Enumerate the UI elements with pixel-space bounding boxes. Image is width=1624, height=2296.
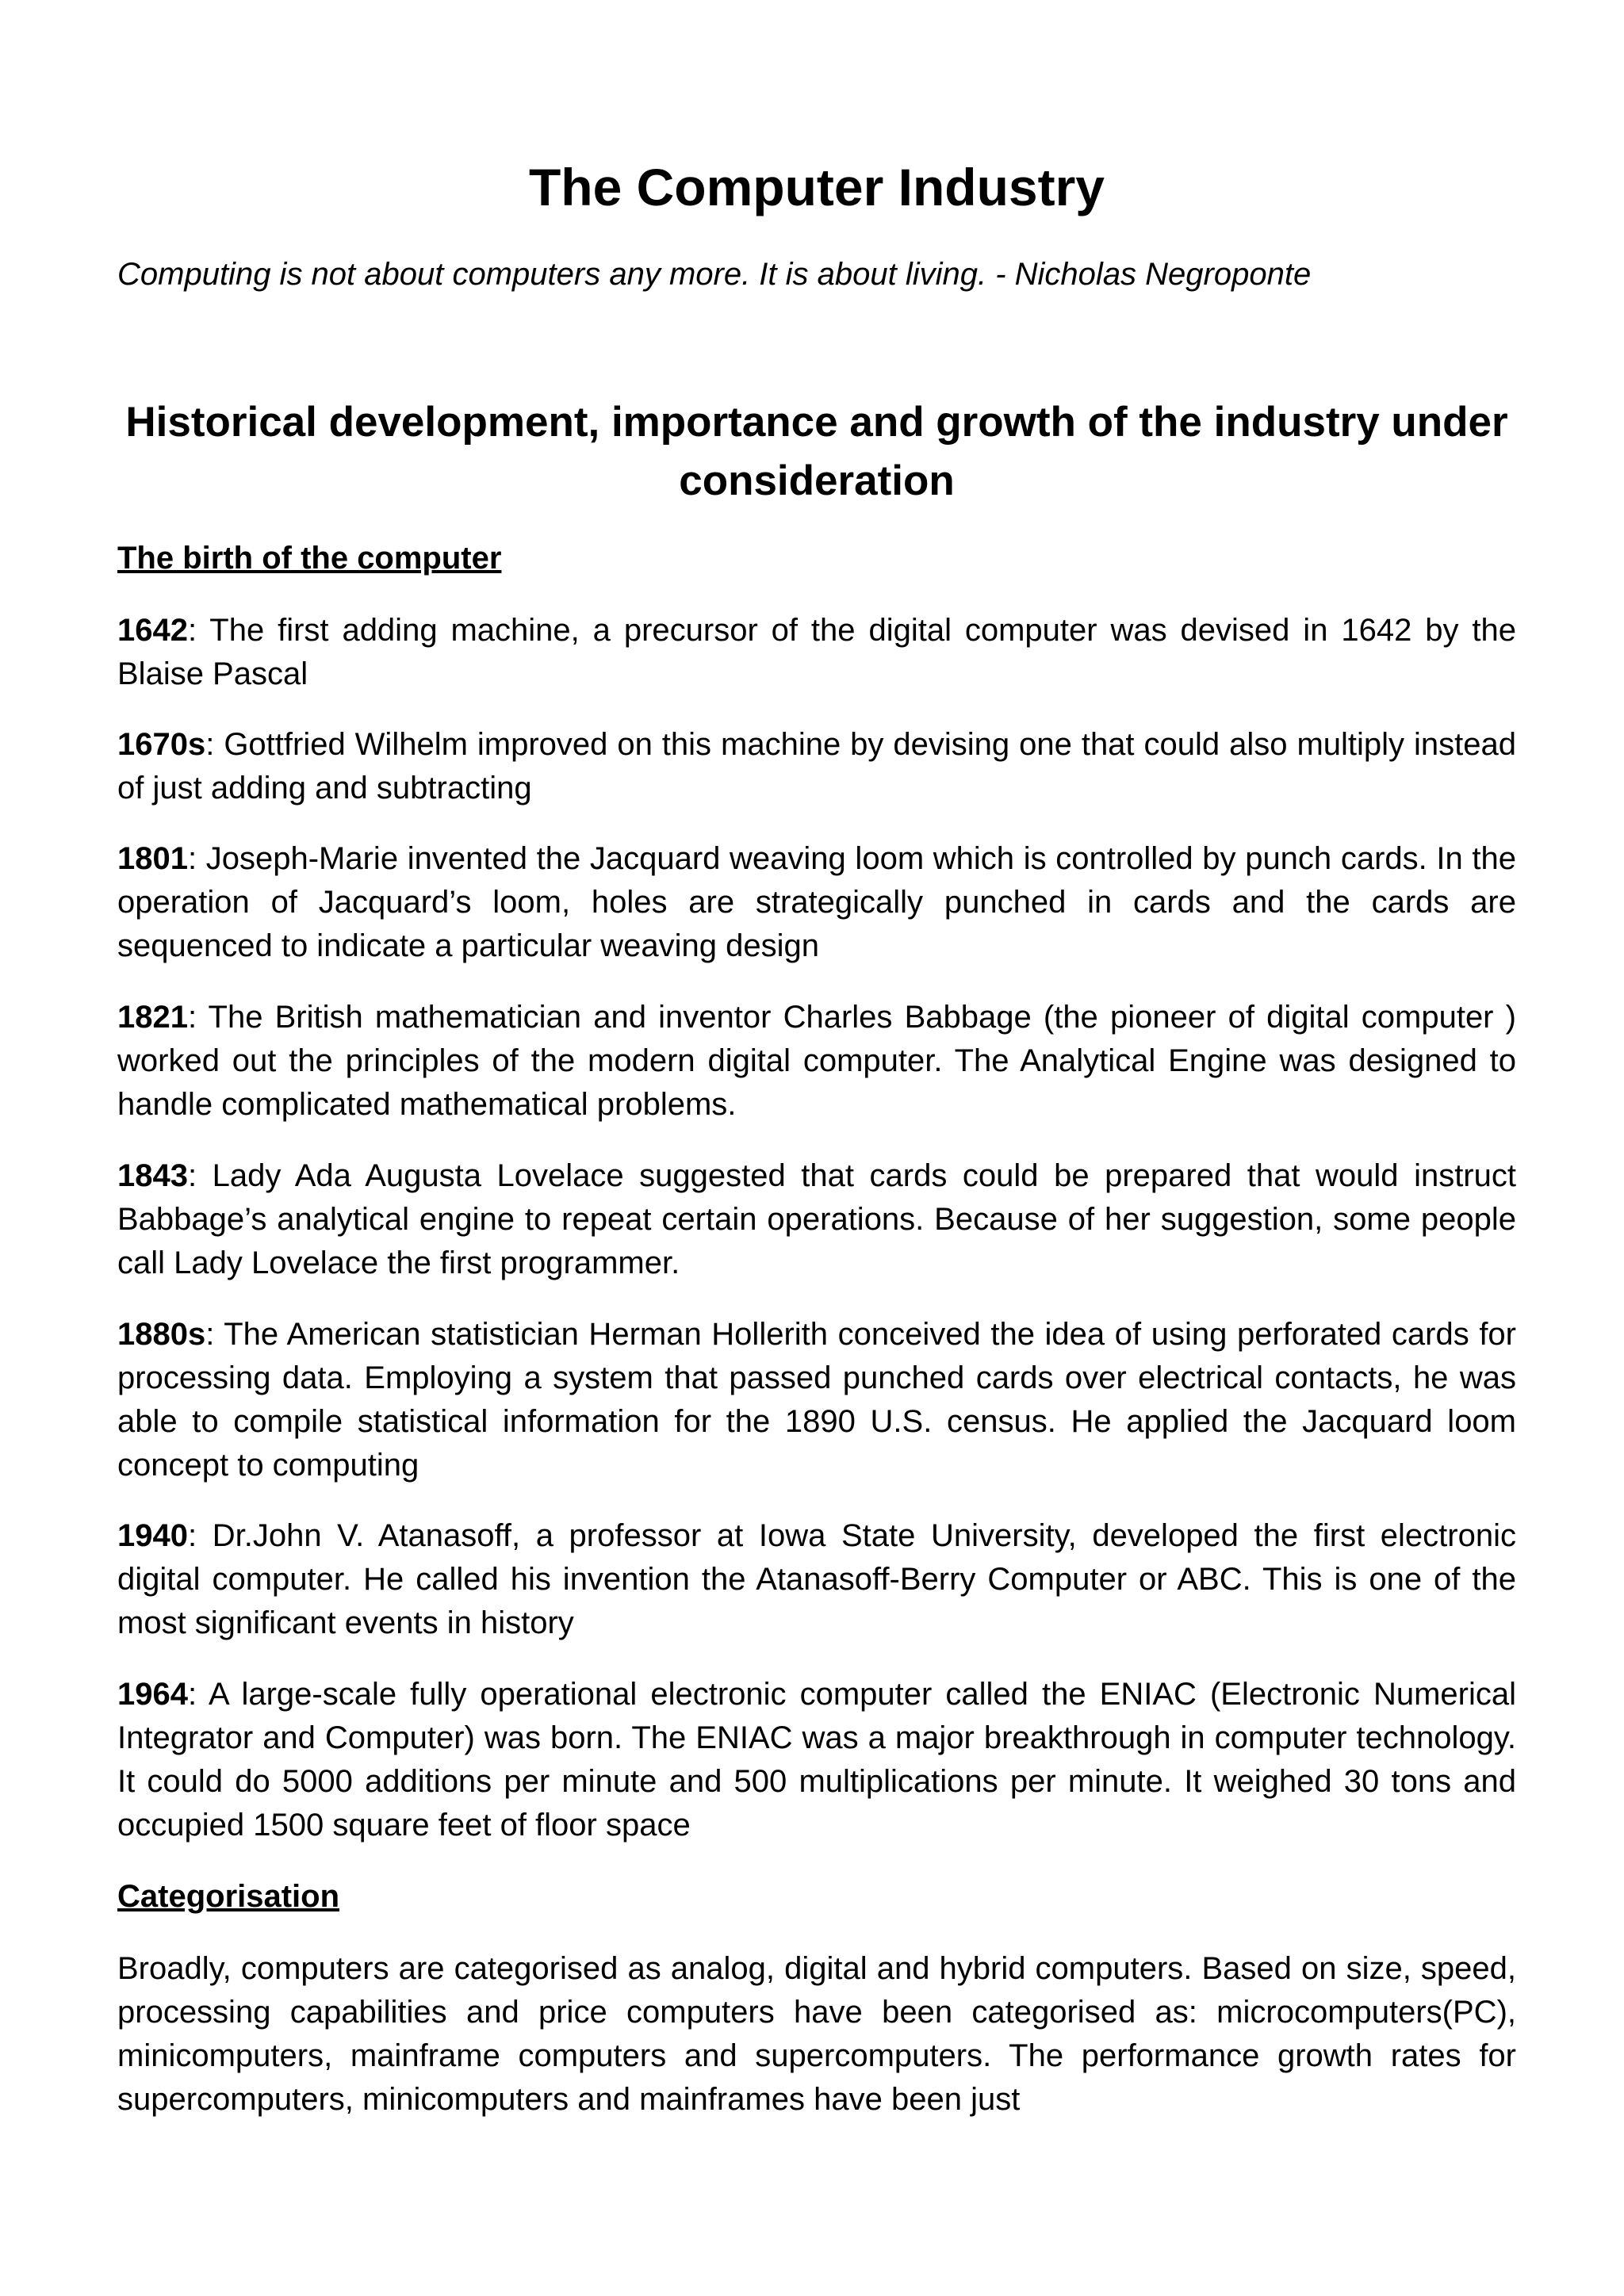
categorisation-section-title: Categorisation xyxy=(117,1879,340,1914)
entry-year: 1821 xyxy=(117,1000,188,1035)
epigraph-quote: Computing is not about computers any more. It is about living. - Nicholas Negroponte xyxy=(117,257,1312,292)
entry-year: 1642 xyxy=(117,613,188,648)
section-heading: Historical development, importance and growth of the industry under consideration xyxy=(125,399,1508,504)
entry-text: : Gottfried Wilhelm improved on this machine by devising one that could also multiply instead of just adding and subtracting xyxy=(117,727,1516,806)
entry-text: : A large-scale fully operational electronic computer called the ENIAC (Electronic Numerical Integrator and Computer) was born. The ENIAC was a major breakthrough in computer technology. It could do 5000 additions per minute and 500 multiplications per minute. It weighed 30 tons and occupied 1500 square feet of floor space xyxy=(117,1677,1516,1843)
timeline-entry-1821 xyxy=(117,996,1516,1127)
categorisation-paragraph: Broadly, computers are categorised as analog, digital and hybrid computers. Based on size, speed, processing capabilities and price computers have been categorised as: microcomputers(PC), minicomputers, mainframe computers and supercomputers. The performance growth rates for supercomputers, minicomputers and mainframes have been just xyxy=(117,1951,1516,2117)
timeline-entry xyxy=(117,1514,1516,1645)
entry-year: 1940 xyxy=(117,1518,188,1553)
document-title: The Computer Industry xyxy=(528,158,1105,216)
entry-text: : Lady Ada Augusta Lovelace suggested that cards could be prepared that would instruct Babbage’s analytical engine to repeat certain operations. Because of her suggestion, some people call Lady Lovelace the first programmer. xyxy=(117,1158,1516,1280)
timeline-entry-1801 xyxy=(117,837,1516,968)
birth-section-title: The birth of the computer xyxy=(117,541,502,576)
entry-text: : Dr.John V. Atanasoff, a professor at Iowa State University, developed the first electronic digital computer. He called his invention the Atanasoff-Berry Computer or ABC. This is one of the most significant events in history xyxy=(117,1518,1516,1640)
timeline-entry-1843 xyxy=(117,1154,1516,1285)
entry-text: : The American statistician Herman Hollerith conceived the idea of using perforated cards for processing data. Employing a system that passed punched cards over electrical contacts, he was able to compile statistical information for the 1890 U.S. census. He applied the Jacquard loom concept to computing xyxy=(117,1317,1516,1483)
timeline-entry xyxy=(117,996,1516,1127)
entry-text: : The first adding machine, a precursor of the digital computer was devised in 1642 by the Blaise Pascal xyxy=(117,613,1516,691)
timeline-entry xyxy=(117,723,1516,810)
entry-year: 1801 xyxy=(117,841,188,876)
entry-year: 1964 xyxy=(117,1677,188,1712)
entry-text: : The British mathematician and inventor Charles Babbage (the pioneer of digital computer ) worked out the principles of the modern digital computer. The Analytical Engine was designed to handle complicated mathematical problems. xyxy=(117,1000,1516,1122)
timeline-entry xyxy=(117,609,1516,696)
categorisation-section-title-block xyxy=(117,1874,1516,1919)
timeline-entry xyxy=(117,1673,1516,1847)
timeline-entry-1670s xyxy=(117,723,1516,810)
birth-section-title-block xyxy=(117,536,1516,580)
timeline-entry xyxy=(117,1313,1516,1487)
timeline-entry-1964 xyxy=(117,1673,1516,1847)
timeline-entry-1940 xyxy=(117,1514,1516,1645)
timeline-entry-1642 xyxy=(117,609,1516,696)
timeline-entry-1880s xyxy=(117,1313,1516,1487)
entry-text: : Joseph-Marie invented the Jacquard weaving loom which is controlled by punch cards. In the operation of Jacquard’s loom, holes are strategically punched in cards and the cards are sequenced to indicate a particular weaving design xyxy=(117,841,1516,963)
entry-year: 1843 xyxy=(117,1158,188,1193)
entry-year: 1670s xyxy=(117,727,206,762)
entry-year: 1880s xyxy=(117,1317,206,1352)
timeline-entry xyxy=(117,837,1516,968)
categorisation-paragraph-block xyxy=(117,1947,1516,2122)
timeline-entry xyxy=(117,1154,1516,1285)
